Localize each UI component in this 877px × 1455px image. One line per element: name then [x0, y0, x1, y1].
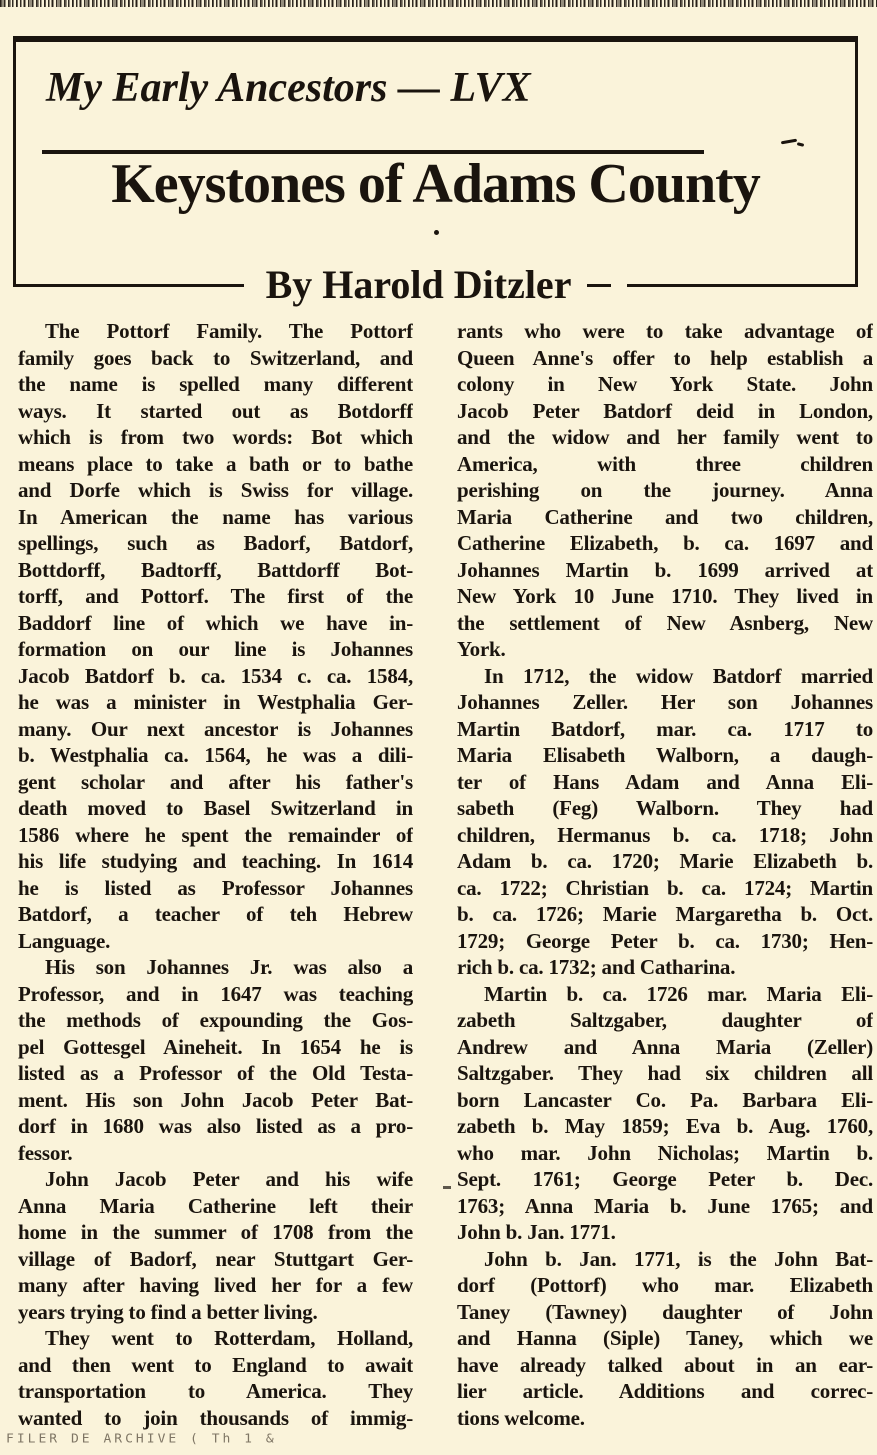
- article-text-line: death moved to Basel Switzerland in: [18, 796, 413, 820]
- article-text-line: Batdorf, a teacher of teh Hebrew: [18, 902, 413, 926]
- article-text-line: Martin b. ca. 1726 mar. Maria Eli-: [484, 981, 873, 1006]
- article-text-line: In American the name has various: [18, 504, 413, 529]
- article-text-line: means place to take a bath or to bathe: [18, 451, 413, 476]
- article-text-line: John b. Jan. 1771.: [457, 1220, 616, 1244]
- article-text-line: gent scholar and after his father's: [18, 769, 413, 794]
- article-text-line: The Pottorf Family. The Pottorf: [45, 319, 413, 343]
- article-text-line: Jacob Batdorf b. ca. 1534 c. ca. 1584,: [18, 663, 413, 688]
- article-text-line: Professor, and in 1647 was teaching: [18, 981, 413, 1006]
- article-text-line: village of Badorf, near Stuttgart Ger-: [18, 1246, 413, 1271]
- print-artifact-dash-small: [797, 142, 805, 147]
- article-text-line: Baddorf line of which we have in-: [18, 610, 413, 635]
- article-text-line: b. Westphalia ca. 1564, he was a dili-: [18, 743, 413, 767]
- print-artifact-dash: [781, 139, 797, 145]
- article-text-line: Taney (Tawney) daughter of John: [457, 1299, 873, 1324]
- article-text-line: John b. Jan. 1771, is the John Bat-: [484, 1246, 873, 1271]
- article-headline: Keystones of Adams County: [111, 153, 760, 215]
- article-text-line: and then went to England to await: [18, 1352, 413, 1377]
- article-text-line: Language.: [18, 928, 111, 953]
- article-text-line: His son Johannes Jr. was also a: [45, 955, 413, 979]
- byline: By Harold Ditzler: [265, 262, 572, 307]
- archive-stamp: FILER DE ARCHIVE ( Th 1 &: [6, 1432, 277, 1447]
- article-text-line: rants who were to take advantage of: [457, 319, 873, 343]
- article-text-line: the methods of expounding the Gos-: [18, 1008, 413, 1032]
- article-text-line: family goes back to Switzerland, and: [18, 345, 413, 370]
- article-text-line: 1729; George Peter b. ca. 1730; Hen-: [457, 928, 873, 953]
- article-text-line: In 1712, the widow Batdorf married: [484, 663, 873, 688]
- byline-row: [13, 262, 858, 308]
- article-text-line: spellings, such as Badorf, Batdorf,: [18, 531, 413, 555]
- article-text-line: America, with three children: [457, 451, 873, 476]
- article-text-line: Johannes Zeller. Her son Johannes: [457, 690, 873, 714]
- article-text-line: wanted to join thousands of immig-: [18, 1405, 413, 1430]
- article-text-line: Bottdorff, Badtorff, Battdorff Bot-: [18, 557, 413, 582]
- article-text-line: fessor.: [18, 1140, 73, 1165]
- article-text-line: Andrew and Anna Maria (Zeller): [457, 1034, 873, 1059]
- article-text-line: Martin Batdorf, mar. ca. 1717 to: [457, 716, 873, 741]
- article-text-line: his life studying and teaching. In 1614: [18, 849, 413, 873]
- article-text-line: Maria Elisabeth Walborn, a daugh-: [457, 743, 873, 767]
- article-column-right: [457, 318, 873, 1431]
- article-text-line: zabeth Saltzgaber, daughter of: [457, 1008, 873, 1032]
- article-text-line: zabeth b. May 1859; Eva b. Aug. 1760,: [457, 1114, 873, 1138]
- torn-edge-artifact: [0, 0, 877, 7]
- article-text-line: b. ca. 1726; Marie Margaretha b. Oct.: [457, 902, 873, 926]
- article-text-line: ways. It started out as Botdorff: [18, 398, 413, 423]
- series-kicker: My Early Ancestors — LVX: [46, 65, 531, 111]
- byline-left-rule: [13, 284, 244, 287]
- article-text-line: rich b. ca. 1732; and Catharina.: [457, 955, 736, 979]
- article-text-line: 1763; Anna Maria b. June 1765; and: [457, 1193, 873, 1218]
- article-text-line: he was a minister in Westphalia Ger-: [18, 690, 413, 714]
- article-text-line: torff, and Pottorf. The first of the: [18, 584, 413, 608]
- article-text-line: he is listed as Professor Johannes: [18, 875, 413, 900]
- article-text-line: many. Our next ancestor is Johannes: [18, 716, 413, 741]
- article-text-line: which is from two words: Bot which: [18, 425, 413, 449]
- article-text-line: and Hanna (Siple) Taney, which we: [457, 1326, 873, 1350]
- article-text-line: Sept. 1761; George Peter b. Dec.: [457, 1167, 873, 1191]
- article-text-line: Queen Anne's offer to help establish a: [457, 345, 873, 370]
- article-text-line: the name is spelled many different: [18, 372, 413, 396]
- article-text-line: sabeth (Feg) Walborn. They had: [457, 796, 873, 820]
- article-text-line: John Jacob Peter and his wife: [45, 1167, 413, 1191]
- article-text-line: pel Gottesgel Aineheit. In 1654 he is: [18, 1034, 413, 1059]
- article-text-line: Adam b. ca. 1720; Marie Elizabeth b.: [457, 849, 873, 873]
- article-text-line: New York 10 June 1710. They lived in: [457, 584, 873, 608]
- article-text-line: lier article. Additions and correc-: [457, 1379, 873, 1403]
- article-text-line: home in the summer of 1708 from the: [18, 1220, 413, 1244]
- article-text-line: children, Hermanus b. ca. 1718; John: [457, 822, 873, 847]
- article-text-line: dorf in 1680 was also listed as a pro-: [18, 1114, 413, 1138]
- article-text-line: ment. His son John Jacob Peter Bat-: [18, 1087, 413, 1112]
- masthead-box: [13, 36, 858, 307]
- article-text-line: many after having lived her for a few: [18, 1273, 413, 1297]
- print-artifact-margin-dash: [443, 1186, 451, 1189]
- article-text-line: listed as a Professor of the Old Testa-: [18, 1061, 413, 1085]
- article-text-line: Catherine Elizabeth, b. ca. 1697 and: [457, 531, 873, 555]
- print-artifact-dot: [434, 230, 439, 235]
- article-column-left: [18, 318, 413, 1431]
- article-text-line: perishing on the journey. Anna: [457, 478, 873, 502]
- article-text-line: 1586 where he spent the remainder of: [18, 822, 413, 847]
- article-text-line: Johannes Martin b. 1699 arrived at: [457, 557, 873, 582]
- article-text-line: have already talked about in an ear-: [457, 1352, 873, 1377]
- article-text-line: colony in New York State. John: [457, 372, 873, 396]
- article-text-line: Saltzgaber. They had six children all: [457, 1061, 873, 1085]
- article-text-line: ca. 1722; Christian b. ca. 1724; Martin: [457, 875, 873, 900]
- article-text-line: formation on our line is Johannes: [18, 637, 413, 661]
- article-text-line: and Dorfe which is Swiss for village.: [18, 478, 413, 502]
- article-text-line: York.: [457, 637, 506, 661]
- article-text-line: Anna Maria Catherine left their: [18, 1193, 413, 1218]
- article-text-line: born Lancaster Co. Pa. Barbara Eli-: [457, 1087, 873, 1112]
- article-text-line: ter of Hans Adam and Anna Eli-: [457, 769, 873, 794]
- article-text-line: who mar. John Nicholas; Martin b.: [457, 1140, 873, 1165]
- article-text-line: Jacob Peter Batdorf deid in London,: [457, 398, 873, 423]
- article-text-line: the settlement of New Asnberg, New: [457, 610, 873, 635]
- byline-dash-artifact: [587, 284, 611, 287]
- article-text-line: tions welcome.: [457, 1405, 585, 1430]
- article-text-line: years trying to find a better living.: [18, 1299, 318, 1324]
- byline-right-rule: [627, 284, 858, 287]
- article-text-line: Maria Catherine and two children,: [457, 504, 873, 529]
- article-text-line: They went to Rotterdam, Holland,: [45, 1326, 413, 1350]
- article-text-line: transportation to America. They: [18, 1379, 413, 1403]
- article-text-line: and the widow and her family went to: [457, 425, 873, 449]
- article-text-line: dorf (Pottorf) who mar. Elizabeth: [457, 1273, 873, 1297]
